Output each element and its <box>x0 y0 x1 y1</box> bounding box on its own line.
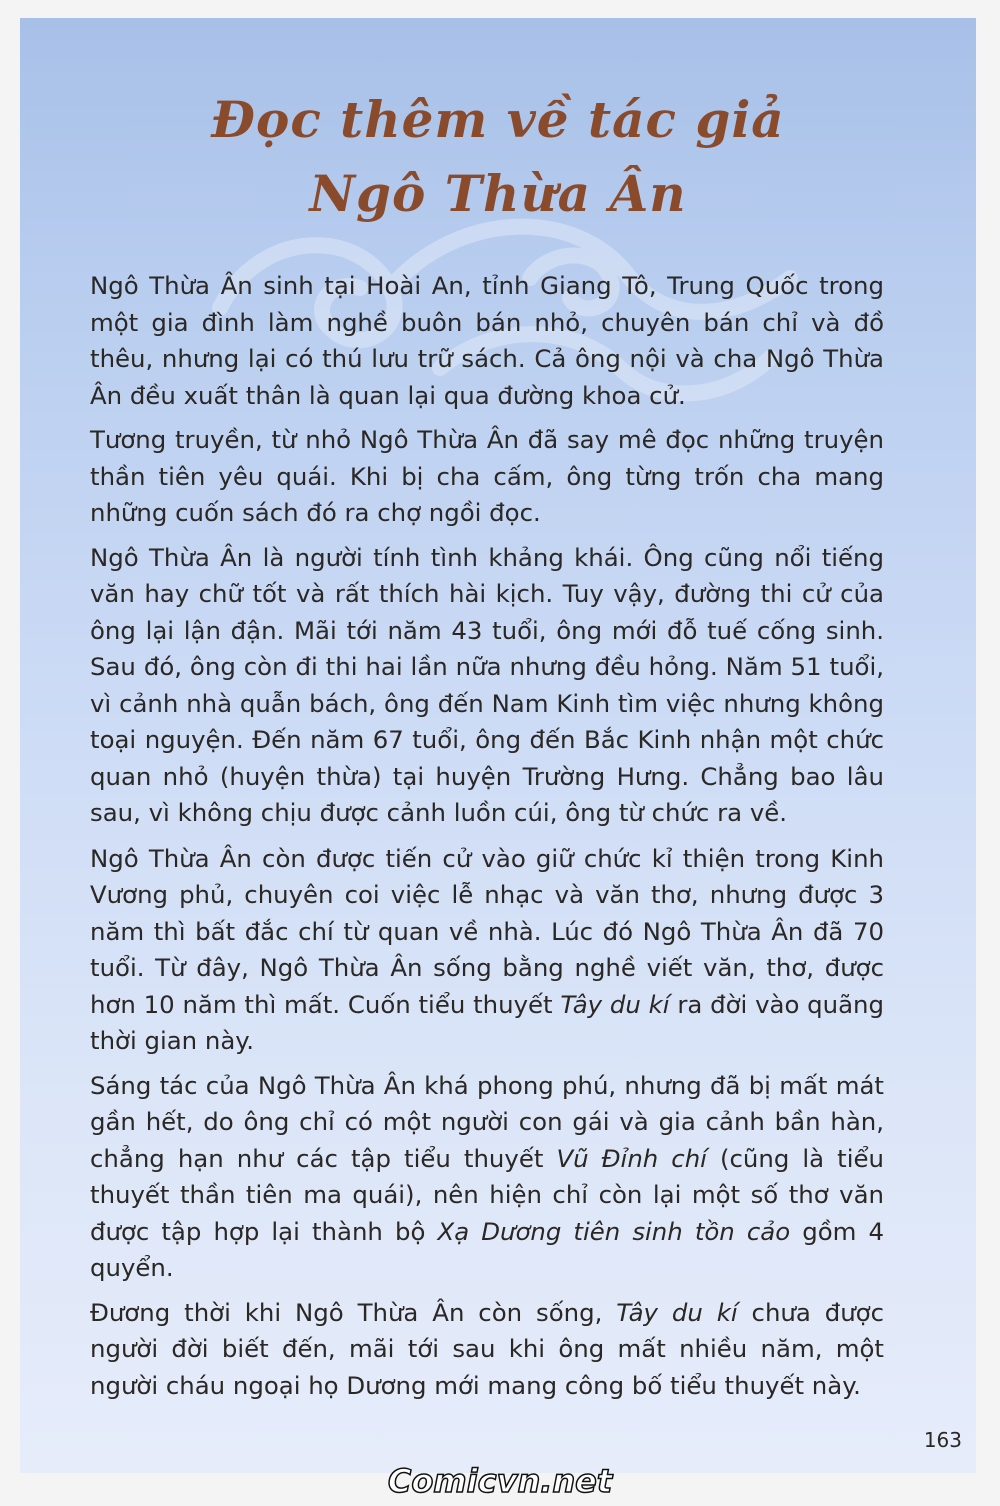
paragraph-2: Tương truyền, từ nhỏ Ngô Thừa Ân đã say mê đọc những truyện thần tiên yêu quái. Khi bị cha cấm, ông từng trốn cha mang những cuốn sách đó ra chợ ngồi đọc. <box>90 425 884 527</box>
body-text <box>90 268 884 1412</box>
book-title-tay-du-ki-2: Tây du kí <box>616 1297 738 1327</box>
paragraph-6-text-a: Đương thời khi Ngô Thừa Ân còn sống, <box>90 1297 617 1327</box>
book-title-tay-du-ki: Tây du kí <box>560 989 670 1019</box>
book-title-vu-dinh-chi: Vũ Đỉnh chí <box>556 1143 707 1173</box>
paragraph-5-text-c: gồm 4 quyển. <box>90 1216 885 1282</box>
book-page <box>20 18 976 1473</box>
paragraph-4-text-a: Ngô Thừa Ân còn được tiến cử vào giữ chức kỉ thiện trong Kinh Vương phủ, chuyên coi việc lễ nhạc và văn thơ, nhưng được 3 năm thì bất đắc chí từ quan về nhà. Lúc đó Ngô Thừa Ân đã 70 tuổi. Từ đây, Ngô Thừa Ân sống bằng nghề viết văn, thơ, được hơn 10 năm thì mất. Cuốn tiểu thuyết <box>90 843 884 1019</box>
paragraph-5-text-b: (cũng là tiểu thuyết thần tiên ma quái), nên hiện chỉ còn lại một số thơ văn được tập hợp lại thành bộ <box>90 1143 884 1246</box>
paragraph-6-text-b: chưa được người đời biết đến, mãi tới sau khi ông mất nhiều năm, một người cháu ngoại họ Dương mới mang công bố tiểu thuyết này. <box>90 1297 885 1400</box>
paragraph-4-text-b: ra đời vào quãng thời gian này. <box>90 989 884 1055</box>
book-title-xa-duong: Xạ Dương tiên sinh tồn cảo <box>437 1216 791 1246</box>
page-number: 163 <box>923 1428 962 1452</box>
paragraph-3: Ngô Thừa Ân là người tính tình khảng khái. Ông cũng nổi tiếng văn hay chữ tốt và rất thích hài kịch. Tuy vậy, đường thi cử của ông lại lận đận. Mãi tới năm 43 tuổi, ông mới đỗ tuế cống sinh. Sau đó, ông còn đi thi hai lần nữa nhưng đều hỏng. Năm 51 tuổi, vì cảnh nhà quẫn bách, ông đến Nam Kinh tìm việc nhưng không toại nguyện. Đến năm 67 tuổi, ông đến Bắc Kinh nhận một chức quan nhỏ (huyện thừa) tại huyện Trường Hưng. Chẳng bao lâu sau, vì không chịu được cảnh luồn cúi, ông từ chức ra về. <box>90 542 884 827</box>
paragraph-4 <box>90 841 884 1060</box>
page-title-line-1: Đọc thêm về tác giả <box>211 90 785 149</box>
paragraph-5-text-a: Sáng tác của Ngô Thừa Ân khá phong phú, nhưng đã bị mất mát gần hết, do ông chỉ có một người con gái và gia cảnh bần hàn, chẳng hạn như các tập tiểu thuyết <box>90 1070 884 1173</box>
watermark-brand: Comicvn.net <box>387 1462 613 1500</box>
paragraph-1: Ngô Thừa Ân sinh tại Hoài An, tỉnh Giang Tô, Trung Quốc trong một gia đình làm nghề buôn bán nhỏ, chuyên bán chỉ và đồ thêu, nhưng lại có thú lưu trữ sách. Cả ông nội và cha Ngô Thừa Ân đều xuất thân là quan lại qua đường khoa cử. <box>90 271 884 410</box>
paragraph-6 <box>90 1295 884 1405</box>
page-title-line-2: Ngô Thừa Ân <box>309 164 687 223</box>
paragraph-5 <box>90 1068 884 1287</box>
